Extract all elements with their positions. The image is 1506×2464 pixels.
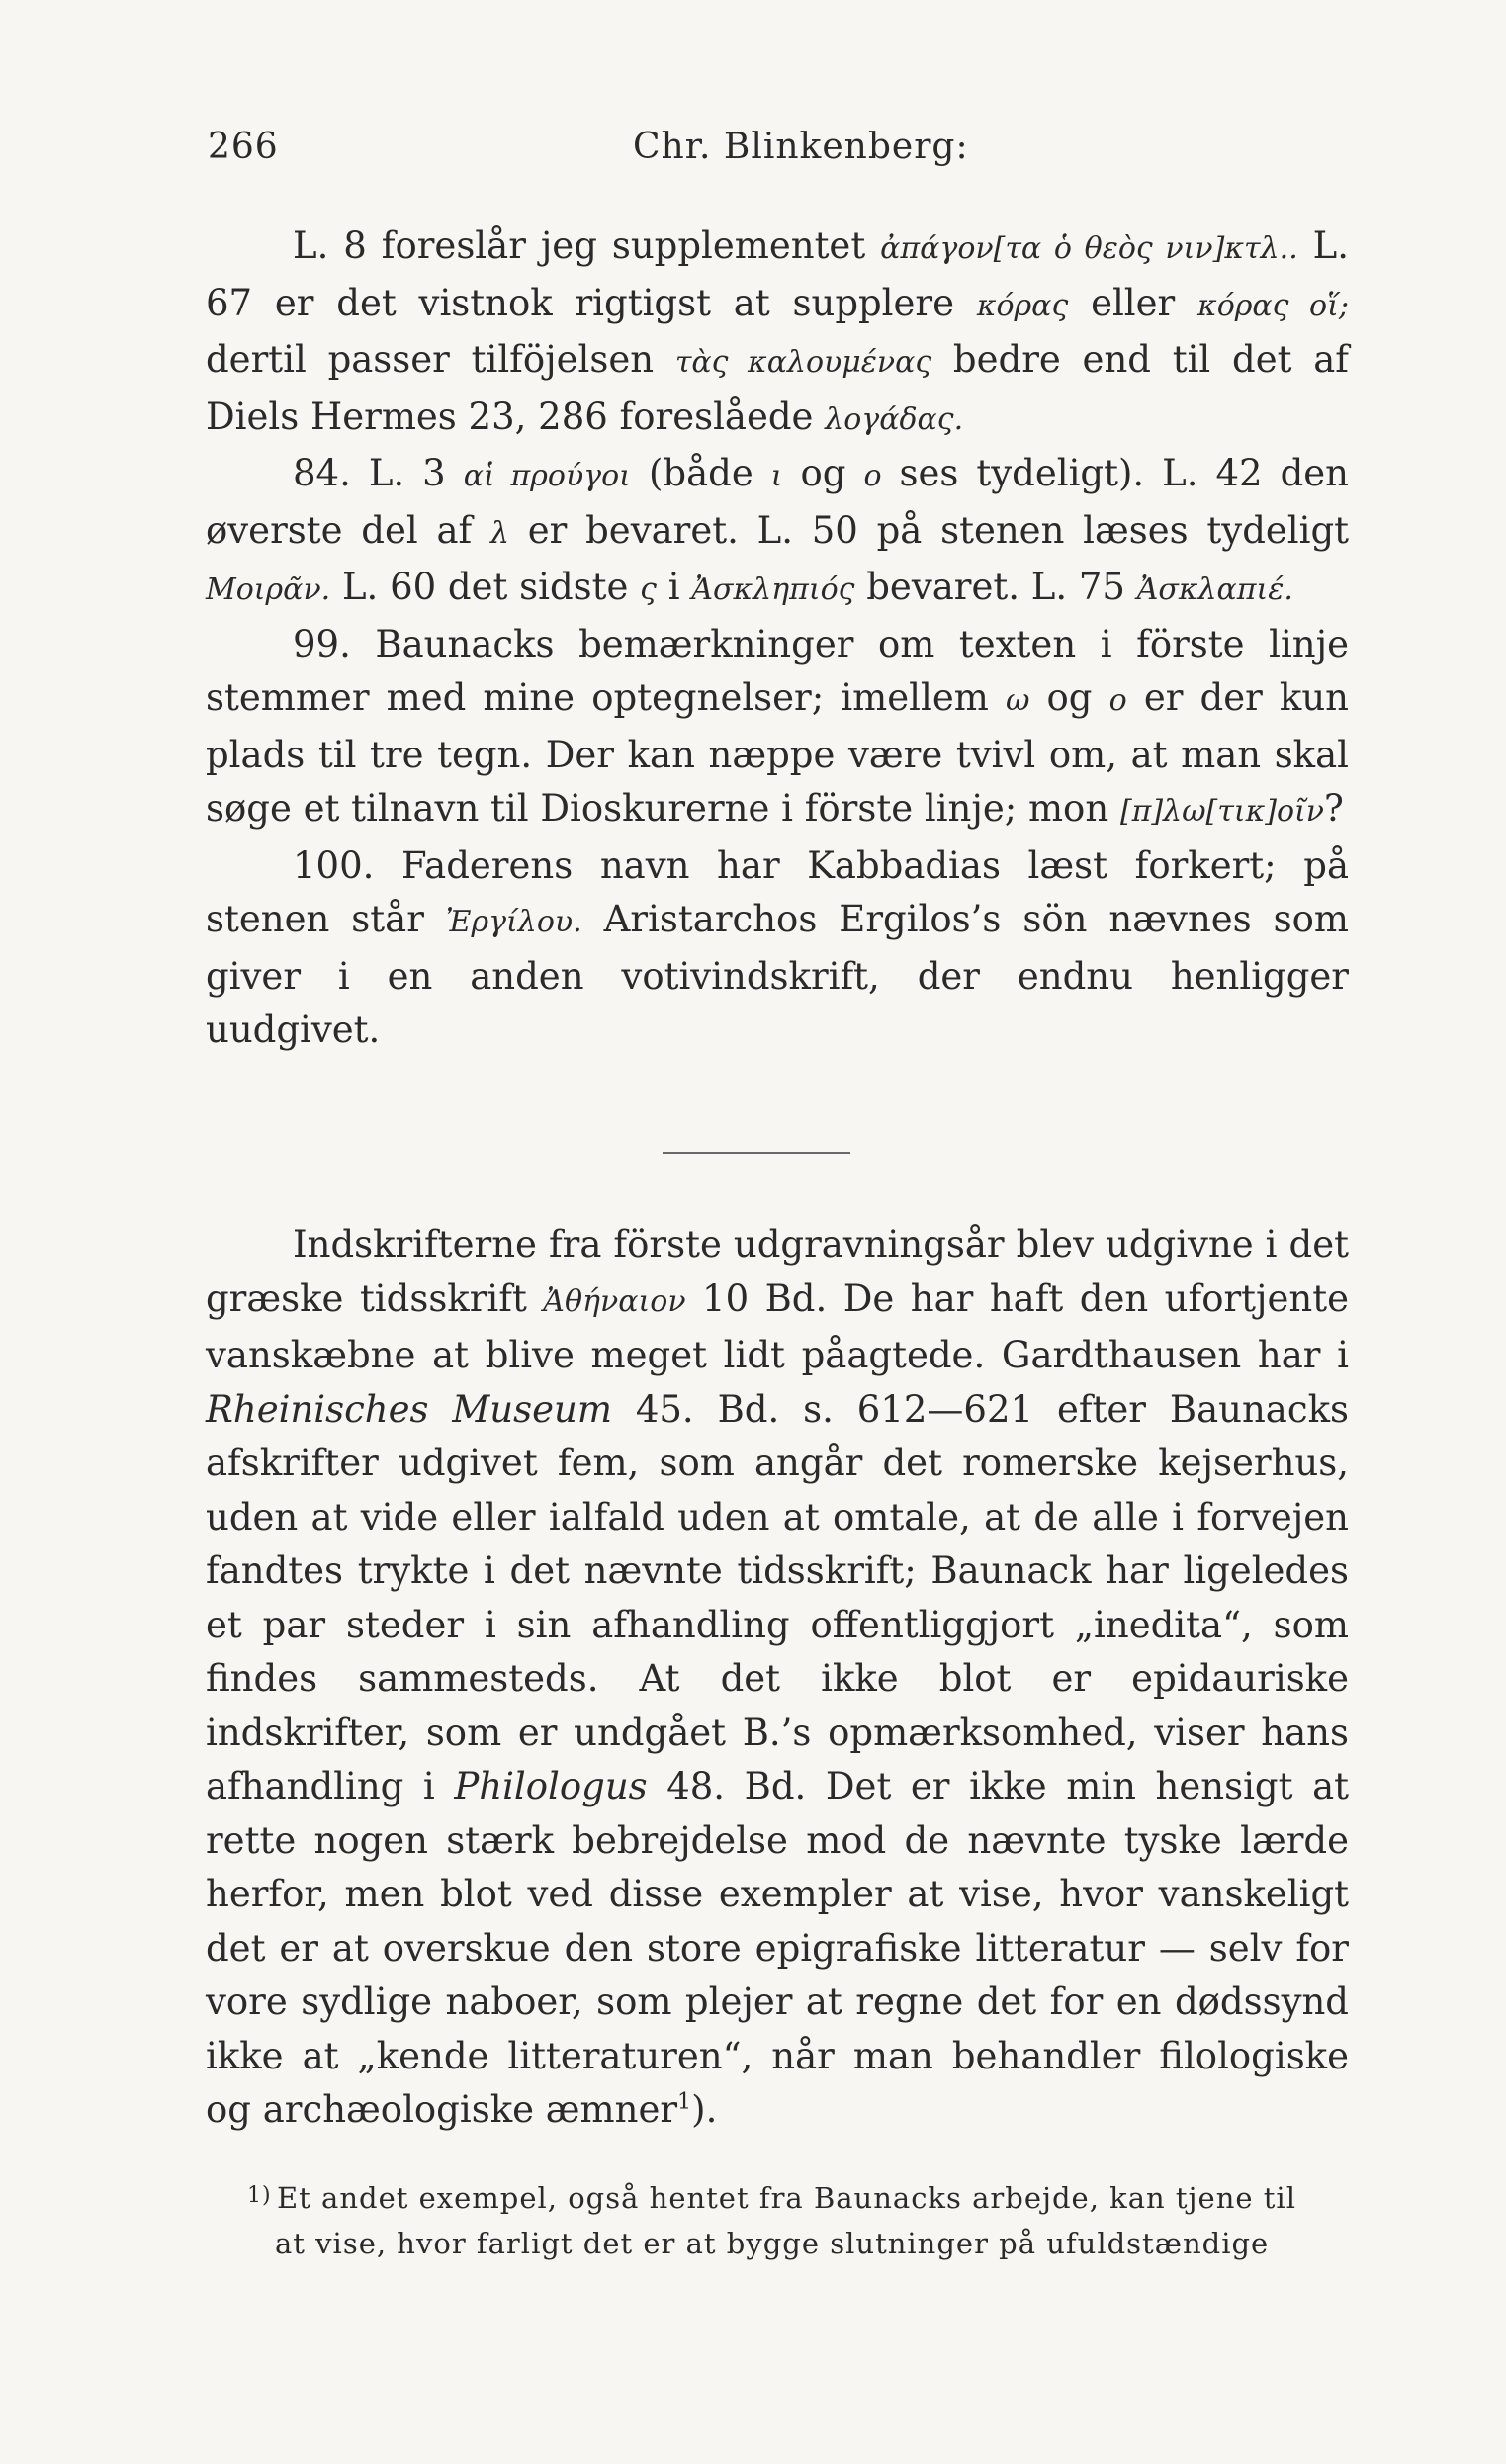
- text-run: og: [782, 452, 864, 494]
- text-run: 10 Bd. De har haft den ufortjente vanskæbne at blive meget lidt påagtede. Gardthausen har i: [206, 1276, 1349, 1376]
- greek-run: Ἀσκληπιός: [691, 572, 855, 607]
- text-run: 45. Bd. s. 612—621 efter Baunacks afskrifter udgivet fem, som angår det romerske kejserhus, uden at vide eller ialfald uden at omtale, at de alle i forvejen fandtes trykte i det nævnte tidsskrift; Baunack har ligeledes et par steder i sin afhandling offentliggjort „inedita“, som findes sammesteds. At det ikke blot er epidauriske indskrifter, som er undgået B.’s opmærksomhed, viser hans afhandling i: [206, 1387, 1350, 1807]
- greek-run: Μοιρᾶν.: [206, 572, 331, 607]
- greek-run: Ἐργίλου.: [445, 905, 582, 939]
- text-run: 100. Faderens navn har Kabbadias læst forkert; på stenen står: [206, 843, 1349, 940]
- greek-run: αἱ προύγοι: [463, 459, 631, 493]
- text-run: 99. Baunacks bemærkninger om texten i förste linje stemmer med mine optegnelser; imellem: [206, 622, 1349, 719]
- text-run: L. 60 det sidste: [330, 566, 641, 608]
- footnote-line-2: [275, 2221, 1349, 2266]
- main-paragraph: [206, 1218, 1349, 2138]
- page-header: [208, 127, 1370, 176]
- main-section: [206, 1218, 1349, 2138]
- text-run: 48. Bd. Det er ikke min hensigt at rette nogen stærk bebrejdelse mod de nævnte tyske lærde herfor, men blot ved disse exempler at vise, hvor vanskeligt det er at overskue den store epigrafiske litteratur — selv for vore sydlige naboer, som plejer at regne det for en dødssynd ikke at „kende litteraturen“, når man behandler filologiske og archæologiske æmner: [206, 1765, 1349, 2131]
- footnote: [247, 2175, 1350, 2266]
- greek-run: λ: [489, 515, 509, 551]
- page-number: 266: [208, 127, 279, 167]
- greek-run: [π]λω[τικ]οῖν: [1119, 794, 1325, 829]
- footnote-text: Et andet exempel, også hentet fra Baunacks arbejde, kan tjene til: [277, 2181, 1296, 2215]
- journal-title: Philologus: [454, 1765, 648, 1807]
- section-divider: [663, 1152, 850, 1154]
- greek-run: ἀπάγον[τα ὁ θεὸς νιν]κτλ..: [880, 231, 1298, 266]
- note-paragraph-l8: [206, 220, 1349, 447]
- note-paragraph-100: [206, 839, 1349, 1058]
- text-run: er der kun plads til tre tegn. Der kan næppe være tvivl om, at man skal søge et tilnavn til Dioskurerne i förste linje; mon: [206, 676, 1349, 830]
- running-head: Chr. Blinkenberg:: [633, 127, 969, 167]
- footnote-ref[interactable]: 1: [677, 2088, 692, 2115]
- note-paragraph-99: [206, 618, 1349, 839]
- journal-title: Rheinisches Museum: [206, 1387, 612, 1431]
- text-run: L. 67 er det vistnok rigtigst at supplere: [206, 224, 1350, 324]
- text-run: eller: [1068, 281, 1198, 324]
- greek-run: ι: [770, 459, 783, 493]
- text-run: og: [1029, 676, 1109, 719]
- text-run: ).: [691, 2088, 718, 2131]
- greek-run: κόρας οἵ;: [1197, 288, 1349, 323]
- text-run: ses tydeligt). L. 42 den øverste del af: [206, 452, 1350, 552]
- text-run: bevaret. L. 75: [854, 566, 1137, 608]
- greek-run: ω: [1005, 683, 1030, 718]
- text-run: Aristarchos Ergilos’s sön nævnes som giver i en anden votivindskrift, der endnu henligger uudgivet.: [206, 898, 1349, 1051]
- footnote-mark: 1): [247, 2183, 272, 2208]
- greek-run: ο: [1108, 683, 1127, 718]
- footnote-text: at vise, hvor farligt det er at bygge slutninger på ufuldstændige: [275, 2227, 1270, 2260]
- text-run: er bevaret. L. 50 på stenen læses tydeligt: [509, 508, 1349, 552]
- text-run: (både: [630, 452, 771, 494]
- text-run: i: [656, 566, 692, 608]
- notes-section: [206, 220, 1349, 1058]
- text-run: bedre end til det af Diels Hermes 23, 286 foreslåede: [206, 338, 1349, 438]
- greek-run: λογάδας.: [825, 401, 964, 437]
- text-run: ?: [1324, 787, 1344, 830]
- greek-run: Ἀθήναιον: [543, 1283, 686, 1319]
- greek-run: ς: [640, 572, 657, 607]
- greek-run: τὰς καλουμένας: [674, 345, 932, 380]
- text-run: Indskrifterne fra förste udgravningsår blev udgivne i det græske tidsskrift: [206, 1223, 1349, 1320]
- greek-run: ο: [863, 459, 882, 493]
- text-run: dertil passer tilföjelsen: [206, 338, 675, 381]
- note-paragraph-84: [206, 447, 1349, 618]
- greek-run: κόρας: [976, 288, 1069, 323]
- greek-run: Ἀσκλαπιέ.: [1136, 572, 1293, 607]
- footnote-line-1: [247, 2175, 1350, 2221]
- text-run: L. 8 foreslår jeg supplementet: [293, 224, 881, 267]
- text-run: 84. L. 3: [293, 452, 464, 494]
